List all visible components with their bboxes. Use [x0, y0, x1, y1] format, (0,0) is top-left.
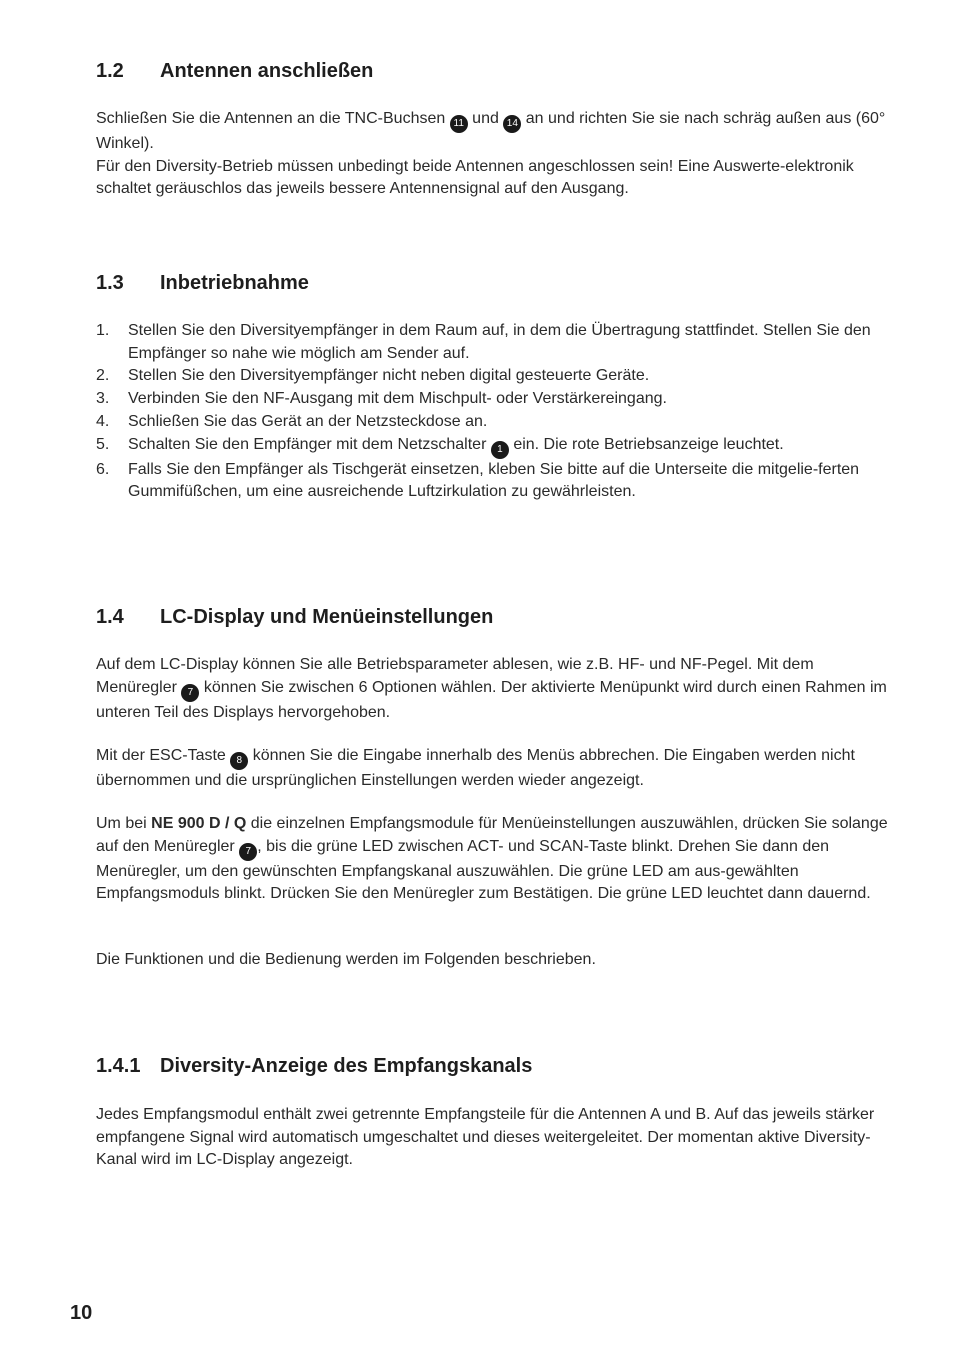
list-number: 6. — [96, 460, 110, 478]
list-item — [96, 411, 896, 434]
section-title: Antennen anschließen — [160, 60, 374, 82]
section-number: 1.4.1 — [96, 1055, 141, 1077]
paragraph-antennas — [96, 108, 896, 201]
text-run: Für den Diversity-Betrieb müssen unbedingt beide Antennen angeschlossen sein! Eine Auswerte-elektronik schaltet geräuschlos das jeweils bessere Antennensignal auf den Ausgang. — [96, 157, 854, 198]
ref-number-badge: 7 — [181, 684, 199, 702]
list-item — [96, 388, 896, 411]
paragraph-functions-intro: Die Funktionen und die Bedienung werden im Folgenden beschrieben. — [96, 951, 596, 968]
list-item — [96, 434, 896, 459]
text-run: Um bei — [96, 815, 147, 832]
list-text: Stellen Sie den Diversityempfänger in dem Raum auf, in dem die Übertragung stattfindet. Stellen Sie den Empfänger so nahe wie möglich am Sender auf. — [128, 322, 871, 362]
list-number: 2. — [96, 367, 110, 385]
text-run: und — [472, 110, 499, 127]
text-run: Schließen Sie die Antennen an die TNC-Buchsen — [96, 110, 446, 127]
list-text: Falls Sie den Empfänger als Tischgerät einsetzen, kleben Sie bitte auf die Unterseite die mitgelie-ferten Gummifüßchen, um eine ausreichende Luftzirkulation zu gewährleisten. — [128, 460, 860, 501]
paragraph-lc-display — [96, 654, 896, 724]
section-title: LC-Display und Menüeinstellungen — [160, 606, 494, 628]
section-number: 1.3 — [96, 272, 124, 294]
ref-number-badge: 11 — [450, 115, 468, 133]
model-name: NE 900 D / Q — [151, 815, 247, 832]
ref-number-badge: 8 — [230, 752, 248, 770]
ref-number-badge: 7 — [239, 843, 257, 861]
list-number: 4. — [96, 412, 110, 430]
text-run: können Sie zwischen 6 Optionen wählen. Der aktivierte Menüpunkt wird durch einen Rahmen im unteren Teil des Displays hervorgehoben. — [96, 678, 887, 721]
ref-number-badge: 14 — [503, 115, 521, 133]
text-run: Mit der ESC-Taste — [96, 747, 226, 764]
list-text: ein. Die rote Betriebsanzeige leuchtet. — [513, 435, 784, 453]
text-run: können Sie die Eingabe innerhalb des Menüs abbrechen. Die Eingaben werden nicht übernommen und die ursprünglichen Einstellungen werden wieder angezeigt. — [96, 747, 855, 789]
paragraph-esc-key — [96, 745, 896, 793]
paragraph-module-selection — [96, 813, 896, 906]
list-text: Schalten Sie den Empfänger mit dem Netzschalter — [128, 435, 487, 453]
list-number: 1. — [96, 322, 110, 339]
list-number: 5. — [96, 435, 110, 453]
list-text: Schließen Sie das Gerät an der Netzsteckdose an. — [128, 412, 488, 430]
section-number: 1.4 — [96, 606, 124, 628]
text-run: Auf dem LC-Display können Sie alle Betriebsparameter ablesen, wie z.B. HF- und NF-Pegel. Mit dem Menüregler — [96, 656, 814, 696]
list-item — [96, 365, 896, 388]
list-number: 3. — [96, 390, 110, 408]
text-run: die einzelnen Empfangsmodule für Menüeinstellungen auszuwählen, drücken Sie solange auf den Menüregler — [96, 815, 888, 855]
paragraph-diversity-display: Jedes Empfangsmodul enthält zwei getrennte Empfangsteile für die Antennen A und B. Auf das jeweils stärker empfangene Signal wird automatisch umgeschaltet und dieses weitergeleitet. Der momentan aktive Diversity-Kanal wird im LC-Display angezeigt. — [96, 1106, 875, 1169]
section-title: Diversity-Anzeige des Empfangskanals — [160, 1055, 533, 1077]
setup-steps-list — [96, 320, 896, 504]
section-heading-1-4 — [96, 606, 493, 629]
list-item — [96, 459, 896, 504]
section-heading-1-2 — [96, 60, 373, 83]
section-number: 1.2 — [96, 60, 124, 82]
list-text: Stellen Sie den Diversityempfänger nicht neben digital gesteuerte Geräte. — [128, 367, 650, 385]
section-heading-1-3 — [96, 272, 309, 295]
text-run: an und richten Sie sie nach schräg außen aus (60° Winkel). — [96, 110, 886, 152]
text-run: , bis die grüne LED zwischen ACT- und SCAN-Taste blinkt. Drehen Sie dann den Menüregler, um den gewünschten Empfangskanal auszuwählen. Die grüne LED am aus-gewählten Empfangsmoduls blinkt. Drücken Sie den Menüregler zum Bestätigen. Die grüne LED leuchtet dann dauernd. — [96, 837, 871, 903]
section-title: Inbetriebnahme — [160, 272, 309, 294]
section-heading-1-4-1 — [96, 1055, 532, 1078]
list-text: Verbinden Sie den NF-Ausgang mit dem Mischpult- oder Verstärkereingang. — [128, 390, 667, 408]
list-item — [96, 320, 896, 365]
ref-number-badge: 1 — [491, 441, 509, 459]
page-number: 10 — [70, 1302, 93, 1324]
